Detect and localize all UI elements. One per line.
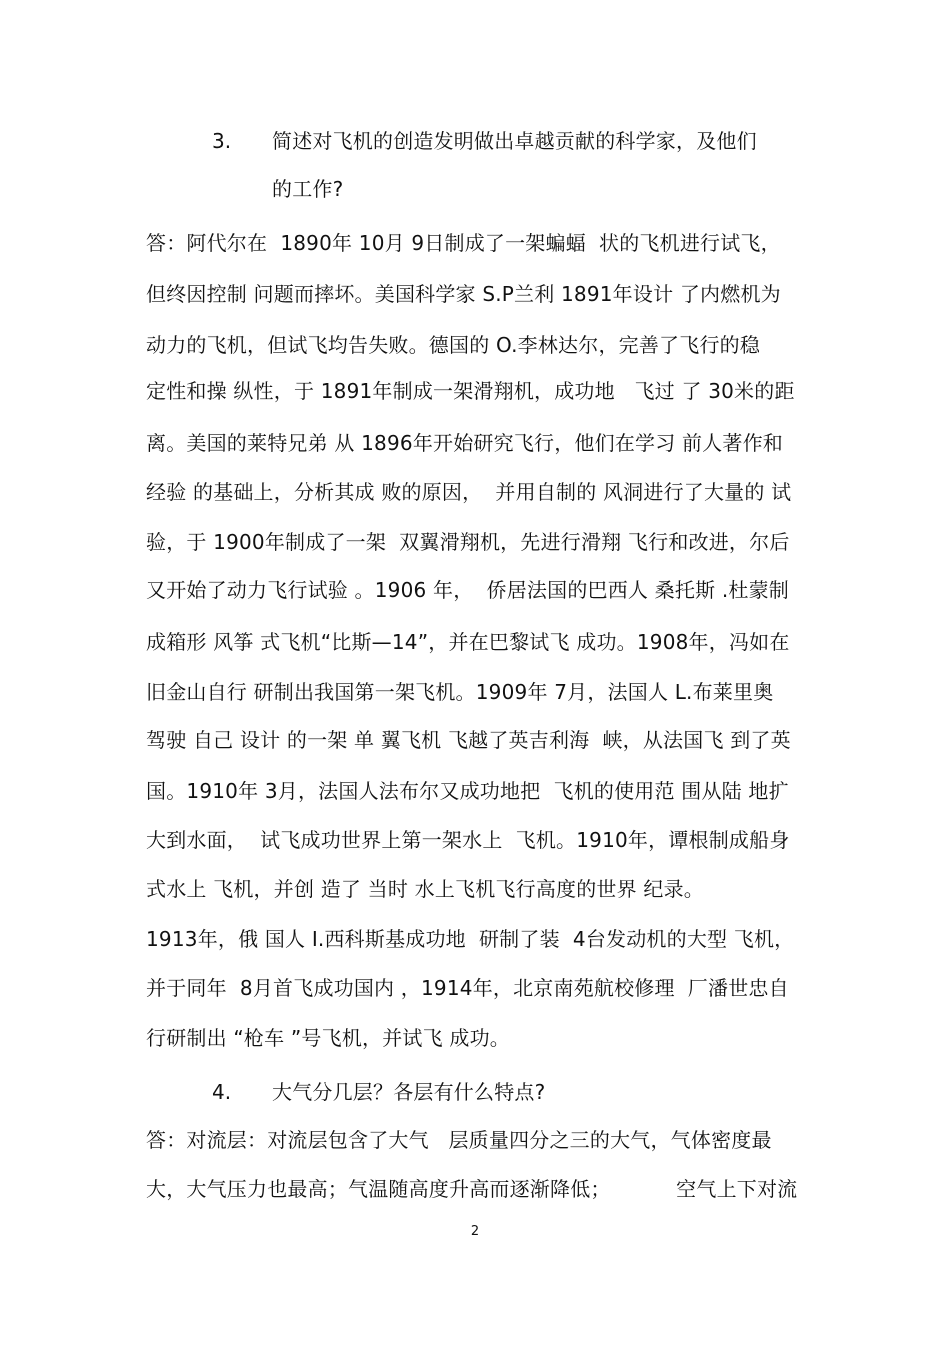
question-3-title-line-1: 简述对飞机的创造发明做出卓越贡献的科学家，及他们 <box>272 129 757 153</box>
answer-3-line: 经验 的基础上，分析其成 败的原因， 并用自制的 风洞进行了大量的 试 <box>146 480 792 504</box>
answer-3-line: 大到水面， 试飞成功世界上第一架水上 飞机。1910年，谭根制成船身 <box>146 828 790 852</box>
answer-3-line: 驾驶 自己 设计 的一架 单 翼飞机 飞越了英吉利海 峡，从法国飞 到了英 <box>146 728 791 752</box>
question-3-number: 3. <box>212 129 232 153</box>
answer-3-line: 国。1910年 3月，法国人法布尔又成功地把 飞机的使用范 围从陆 地扩 <box>146 779 789 803</box>
answer-3-line: 旧金山自行 研制出我国第一架飞机。1909年 7月，法国人 L.布莱里奥 <box>146 680 774 704</box>
answer-3-line: 成箱形 风筝 式飞机“比斯—14”，并在巴黎试飞 成功。1908年，冯如在 <box>146 630 790 654</box>
question-3-title-line-2: 的工作? <box>272 177 344 201</box>
answer-3-line: 式水上 飞机，并创 造了 当时 水上飞机飞行高度的世界 纪录。 <box>146 877 704 901</box>
answer-3-line: 动力的飞机，但试飞均告失败。德国的 O.李林达尔，完善了飞行的稳 <box>146 333 761 357</box>
answer-4-line: 答：对流层：对流层包含了大气 层质量四分之三的大气，气体密度最 <box>146 1128 772 1152</box>
answer-3-line: 行研制出 “枪车 ”号飞机，并试飞 成功。 <box>146 1026 510 1050</box>
answer-3-line: 离。美国的莱特兄弟 从 1896年开始研究飞行，他们在学习 前人著作和 <box>146 431 783 455</box>
question-4-number: 4. <box>212 1080 232 1104</box>
answer-3-line: 但终因控制 问题而摔坏。美国科学家 S.P兰利 1891年设计 了内燃机为 <box>146 282 781 306</box>
answer-4-line: 大，大气压力也最高；气温随高度升高而逐渐降低； 空气上下对流 <box>146 1177 798 1201</box>
answer-3-line: 验，于 1900年制成了一架 双翼滑翔机，先进行滑翔 飞行和改进，尔后 <box>146 530 790 554</box>
answer-3-line: 并于同年 8月首飞成功国内 ，1914年，北京南苑航校修理 厂潘世忠自 <box>146 976 789 1000</box>
page-number: 2 <box>470 1224 480 1239</box>
question-4-title: 大气分几层？各层有什么特点? <box>272 1080 546 1104</box>
answer-3-line: 又开始了动力飞行试验 。1906 年， 侨居法国的巴西人 桑托斯 .杜蒙制 <box>146 578 789 602</box>
answer-3-line: 定性和操 纵性，于 1891年制成一架滑翔机，成功地 飞过 了 30米的距 <box>146 379 795 403</box>
answer-3-line: 答：阿代尔在 1890年 10月 9日制成了一架蝙蝠 状的飞机进行试飞， <box>146 231 781 255</box>
answer-3-line: 1913年，俄 国人 I.西科斯基成功地 研制了装 4台发动机的大型 飞机， <box>146 927 795 951</box>
